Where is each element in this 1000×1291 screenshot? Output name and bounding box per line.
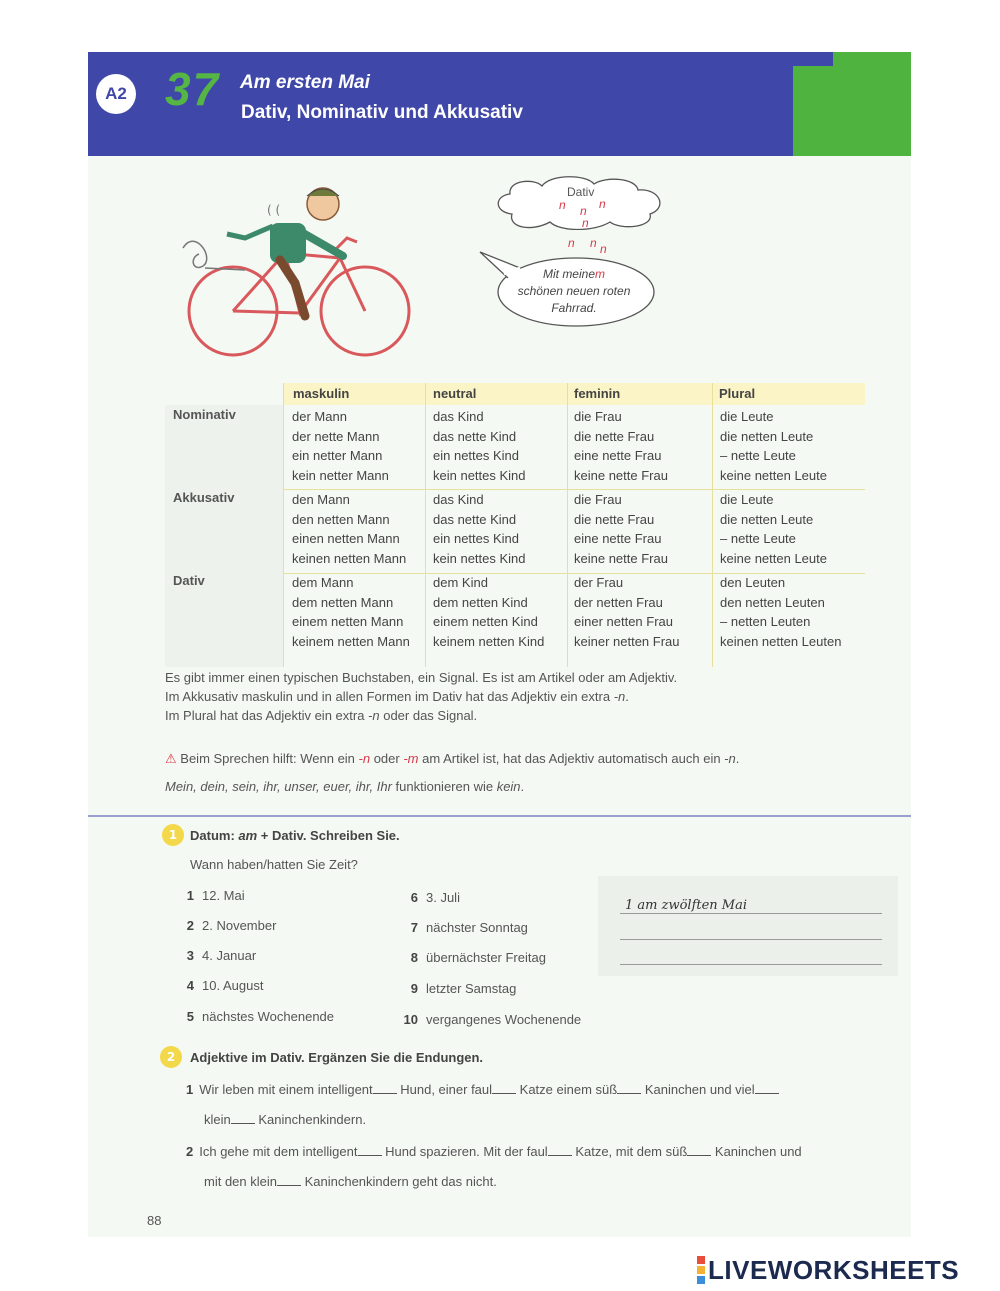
item-number: 7 <box>410 920 418 935</box>
cell-line: ein nettes Kind <box>433 448 520 464</box>
text-span: klein <box>204 1112 231 1127</box>
cell-line: keine netten Leute <box>720 550 827 566</box>
sentence-number: 1 <box>186 1082 194 1097</box>
table-divider <box>567 383 568 667</box>
text-span: Ich gehe mit dem intelligent <box>199 1144 358 1159</box>
row-label-dativ: Dativ <box>173 573 205 588</box>
cell-line: einem netten Kind <box>433 614 538 630</box>
cloud-letter: n <box>599 197 606 211</box>
text-span: Kaninchen und <box>711 1144 802 1159</box>
header-blue-step <box>771 94 793 156</box>
exercise-1-badge: 1 <box>162 824 184 846</box>
cloud-letter: n <box>590 236 597 250</box>
cell-line: der Mann <box>292 409 347 424</box>
table-cell <box>720 573 841 651</box>
cloud-letter: n <box>600 242 607 256</box>
col-header-neutral: neutral <box>433 386 477 401</box>
cell-line: eine nette Frau <box>574 531 662 547</box>
table-divider <box>712 383 713 667</box>
table-cell <box>292 490 406 568</box>
cyclist-legs <box>280 260 305 316</box>
cell-line: das nette Kind <box>433 428 517 444</box>
bubble-line3: Fahrrad. <box>551 301 597 315</box>
explanation-line2 <box>165 689 629 704</box>
explanation-line3 <box>165 708 477 723</box>
text-span: oder das Signal. <box>379 708 478 723</box>
text-span: -n <box>358 751 371 766</box>
text-span: -n <box>724 751 736 766</box>
cell-line: den Mann <box>292 492 350 507</box>
text-span: am <box>238 828 258 843</box>
item-number: 10 <box>403 1012 418 1027</box>
cell-line: den netten Mann <box>292 511 390 527</box>
logo-square <box>697 1276 705 1284</box>
text-span: kein <box>496 779 521 794</box>
col-header-feminin: feminin <box>574 386 621 401</box>
cell-line: keinen netten Mann <box>292 550 407 566</box>
exercise-2-badge: 2 <box>160 1046 182 1068</box>
cell-line: – nette Leute <box>720 531 796 547</box>
item-number: 5 <box>186 1009 194 1024</box>
cell-line: das nette Kind <box>433 511 517 527</box>
cell-line: keinem netten Mann <box>292 633 410 649</box>
item-number: 6 <box>410 890 418 905</box>
cell-line: die nette Frau <box>574 511 655 527</box>
text-span: Im Plural hat das Adjektiv ein extra <box>165 708 369 723</box>
cell-line: dem netten Mann <box>292 594 394 610</box>
table-cell <box>720 407 827 485</box>
item-number: 2 <box>186 918 194 933</box>
unit-number: 37 <box>165 63 221 115</box>
text-span: am Artikel ist, hat das Adjektiv automatisch auch ein <box>418 751 725 766</box>
table-cell <box>433 407 526 485</box>
cell-line: keiner netten Frau <box>574 633 680 649</box>
text-span: Kaninchenkindern geht das nicht. <box>300 1174 497 1189</box>
table-label-column <box>165 405 283 667</box>
cell-line: eine nette Frau <box>574 448 662 464</box>
text-span: funktionieren wie <box>391 779 497 794</box>
list-item <box>176 948 256 963</box>
item-number: 1 <box>186 888 194 903</box>
item-text: nächster Sonntag <box>426 920 528 935</box>
item-text: nächstes Wochenende <box>202 1009 335 1024</box>
cell-line: das Kind <box>433 492 484 507</box>
table-cell <box>433 573 544 651</box>
cell-line: die Leute <box>720 492 774 507</box>
cell-line: das Kind <box>433 409 484 424</box>
col-header-maskulin: maskulin <box>293 386 350 401</box>
item-text: 3. Juli <box>426 890 460 905</box>
blank-input[interactable] <box>277 1173 301 1186</box>
cell-line: kein netter Mann <box>292 467 389 483</box>
cloud-letter: n <box>568 236 575 250</box>
explanation-line1: Es gibt immer einen typischen Buchstaben, ein Signal. Es ist am Artikel oder am Adjektiv. <box>165 670 678 685</box>
list-item <box>400 981 516 996</box>
text-span: -m <box>403 751 419 766</box>
cell-line: keinem netten Kind <box>433 633 545 649</box>
blank-input[interactable] <box>373 1081 397 1094</box>
answer-line <box>620 964 882 965</box>
item-number: 3 <box>186 948 194 963</box>
level-badge: A2 <box>96 74 136 114</box>
cloud-letter: n <box>580 204 587 218</box>
bubble-line2: schönen neuen roten <box>517 284 631 298</box>
sentence-number: 2 <box>186 1144 194 1159</box>
cell-line: kein nettes Kind <box>433 550 526 566</box>
text-span: -n <box>613 689 626 704</box>
answer-input-3[interactable] <box>620 944 886 966</box>
answer-input-2[interactable] <box>620 918 886 940</box>
speaking-tip <box>165 751 739 767</box>
blank-input[interactable] <box>617 1081 641 1094</box>
page-subtitle: Dativ, Nominativ und Akkusativ <box>241 102 523 123</box>
cell-line: dem Mann <box>292 575 354 590</box>
page-number: 88 <box>147 1213 162 1228</box>
cell-line: dem Kind <box>433 575 488 590</box>
list-item <box>176 978 263 993</box>
item-text: 10. August <box>202 978 264 993</box>
logo-square <box>697 1256 705 1264</box>
table-cell <box>574 573 680 651</box>
cell-line: die Frau <box>574 492 622 507</box>
blank-input[interactable] <box>755 1081 779 1094</box>
item-text: letzter Samstag <box>426 981 517 996</box>
list-item <box>176 888 245 903</box>
list-item <box>176 918 276 933</box>
cell-line: die netten Leute <box>720 511 814 527</box>
list-item <box>400 890 460 905</box>
cell-line: der netten Frau <box>574 594 663 610</box>
table-divider <box>425 383 426 667</box>
text-span: + Dativ. Schreiben Sie. <box>257 828 400 843</box>
cyclist-jacket <box>270 223 306 263</box>
cell-line: einem netten Mann <box>292 614 404 630</box>
bubble-line1: Mit meine <box>542 267 595 281</box>
cloud-word: Dativ <box>567 185 595 199</box>
cell-line: dem netten Kind <box>433 594 528 610</box>
text-span: Datum: <box>190 828 239 843</box>
thought-cloud <box>490 174 672 230</box>
cell-line: die netten Leute <box>720 428 814 444</box>
text-span: Kaninchenkindern. <box>254 1112 367 1127</box>
cell-line: einer netten Frau <box>574 614 674 630</box>
item-text: 12. Mai <box>202 888 245 903</box>
cell-line: keine netten Leute <box>720 467 827 483</box>
cell-line: ein nettes Kind <box>433 531 520 547</box>
list-item <box>400 950 546 965</box>
row-label-akkusativ: Akkusativ <box>173 490 235 505</box>
blank-input[interactable] <box>548 1143 572 1156</box>
cell-line: die nette Frau <box>574 428 655 444</box>
blank-input[interactable] <box>231 1111 255 1124</box>
cell-line: den Leuten <box>720 575 786 590</box>
answer-line <box>620 939 882 940</box>
table-cell <box>720 490 827 568</box>
warning-icon: ⚠ <box>165 751 177 766</box>
text-span: . <box>625 689 629 704</box>
text-span: . <box>735 751 740 766</box>
liveworksheets-logo <box>697 1255 959 1285</box>
list-item <box>176 1009 334 1024</box>
cyclist-illustration <box>175 178 415 363</box>
exercise-1-title <box>190 828 400 843</box>
cell-line: die Frau <box>574 409 622 424</box>
logo-text: LIVEWORKSHEETS <box>708 1254 960 1285</box>
bubble-ending: m <box>595 267 605 281</box>
item-number: 8 <box>410 950 418 965</box>
blank-input[interactable] <box>358 1143 382 1156</box>
table-divider <box>283 383 284 667</box>
wind-swirl <box>183 241 207 267</box>
list-item <box>400 920 528 935</box>
text-span: Mein, dein, sein, ihr, unser, euer, ihr, Ihr <box>165 779 392 794</box>
answer-line <box>620 913 882 914</box>
text-span: Hund, einer faul <box>396 1082 493 1097</box>
cell-line: der nette Mann <box>292 428 380 444</box>
table-cell <box>574 407 668 485</box>
cell-line: – nette Leute <box>720 448 796 464</box>
logo-icon <box>697 1255 705 1285</box>
blank-input[interactable] <box>492 1081 516 1094</box>
text-span: mit den klein <box>204 1174 277 1189</box>
exercise-2-title: Adjektive im Dativ. Ergänzen Sie die Endungen. <box>190 1050 484 1065</box>
cell-line: keine nette Frau <box>574 467 668 483</box>
table-cell <box>292 573 410 651</box>
cell-line: ein netter Mann <box>292 448 383 464</box>
item-text: 2. November <box>202 918 277 933</box>
header-green-bar <box>833 52 911 156</box>
table-cell <box>433 490 526 568</box>
logo-square <box>697 1266 705 1274</box>
cell-line: keinen netten Leuten <box>720 633 842 649</box>
cell-line: einen netten Mann <box>292 531 400 547</box>
cloud-letter: n <box>582 216 589 230</box>
text-span: Beim Sprechen hilft: Wenn ein <box>180 751 359 766</box>
cell-line: – netten Leuten <box>720 614 811 630</box>
text-span: Katze einem süß <box>516 1082 618 1097</box>
exercise-1-question: Wann haben/hatten Sie Zeit? <box>190 857 358 872</box>
cell-line: kein nettes Kind <box>433 467 526 483</box>
svg-text:( (: ( ( <box>267 203 281 217</box>
text-span: -n <box>368 708 380 723</box>
table-cell <box>292 407 389 485</box>
text-span: Kaninchen und viel <box>641 1082 755 1097</box>
text-span: Im Akkusativ maskulin und in allen Formen im Dativ hat das Adjektiv ein extra <box>165 689 614 704</box>
page-title: Am ersten Mai <box>240 72 370 93</box>
text-span: Katze, mit dem süß <box>571 1144 688 1159</box>
speech-bubble-text <box>508 266 640 317</box>
text-span: oder <box>370 751 404 766</box>
sentence-2 <box>186 1137 876 1197</box>
list-item <box>400 1012 581 1027</box>
item-number: 9 <box>410 981 418 996</box>
possessives-note <box>165 779 524 794</box>
cell-line: die Leute <box>720 409 774 424</box>
blank-input[interactable] <box>687 1143 711 1156</box>
item-text: übernächster Freitag <box>426 950 546 965</box>
row-label-nominativ: Nominativ <box>173 407 236 422</box>
col-header-plural: Plural <box>719 386 756 401</box>
cell-line: der Frau <box>574 575 624 590</box>
item-number: 4 <box>186 978 194 993</box>
item-text: vergangenes Wochenende <box>426 1012 582 1027</box>
sentence-1 <box>186 1075 876 1135</box>
section-divider <box>88 815 911 817</box>
item-text: 4. Januar <box>202 948 257 963</box>
text-span: . <box>520 779 525 794</box>
text-span: Hund spazieren. Mit der faul <box>381 1144 548 1159</box>
header-green-step <box>793 66 833 156</box>
table-cell <box>574 490 668 568</box>
cell-line: den netten Leuten <box>720 594 825 610</box>
cloud-letter: n <box>559 198 566 212</box>
cell-line: keine nette Frau <box>574 550 668 566</box>
text-span: Wir leben mit einem intelligent <box>199 1082 373 1097</box>
example-answer: 1 am zwölften Mai <box>625 898 748 913</box>
